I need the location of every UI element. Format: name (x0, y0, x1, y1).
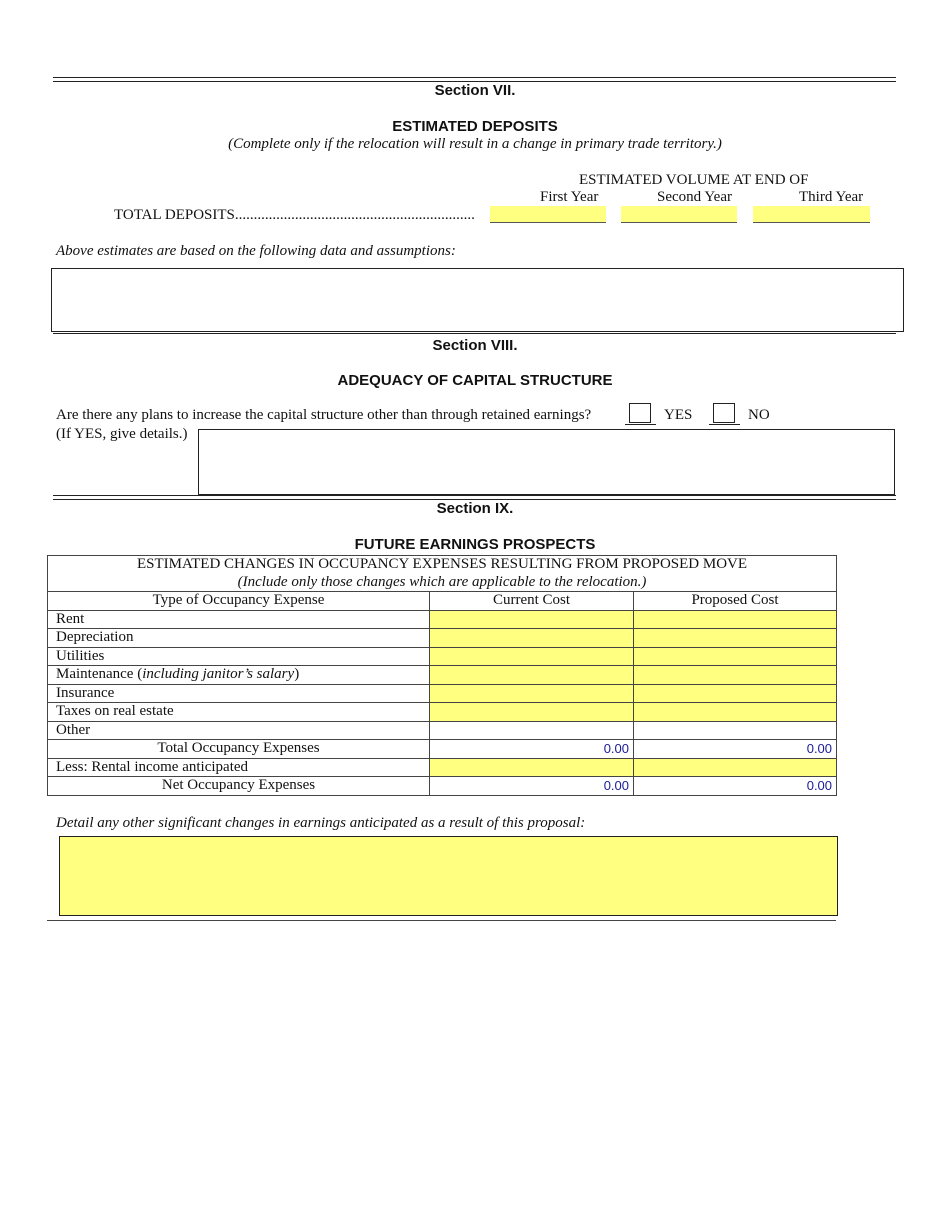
table-header-row (48, 592, 837, 611)
total-deposits-first-year-field[interactable] (490, 206, 606, 223)
net-row (48, 777, 837, 796)
row-label-other: Other (48, 721, 430, 740)
estimated-deposits-heading: ESTIMATED DEPOSITS (392, 118, 558, 135)
rental-income-label: Less: Rental income anticipated (48, 758, 430, 777)
column-header-type: Type of Occupancy Expense (48, 592, 430, 611)
yes-underline (625, 424, 656, 425)
assumptions-textarea[interactable] (51, 268, 904, 332)
table-row (48, 647, 837, 666)
total-row (48, 740, 837, 759)
table-title: ESTIMATED CHANGES IN OCCUPANCY EXPENSES RESULTING FROM PROPOSED MOVE (48, 556, 837, 574)
total-current-value: 0.00 (430, 740, 634, 759)
bottom-divider (47, 920, 836, 921)
yes-checkbox[interactable] (629, 403, 651, 423)
table-row (48, 721, 837, 740)
total-deposits-third-year-field[interactable] (753, 206, 870, 223)
future-earnings-heading: FUTURE EARNINGS PROSPECTS (354, 536, 596, 553)
taxes-current-field[interactable] (430, 703, 634, 722)
row-label-taxes: Taxes on real estate (48, 703, 430, 722)
third-year-header: Third Year (799, 189, 864, 205)
estimated-deposits-subtitle: (Complete only if the relocation will result in a change in primary trade territory.) (228, 136, 722, 152)
maintenance-proposed-field[interactable] (634, 666, 837, 685)
rental-income-current-field[interactable] (430, 758, 634, 777)
net-current-value: 0.00 (430, 777, 634, 796)
net-proposed-value: 0.00 (634, 777, 837, 796)
yes-label: YES (664, 407, 693, 423)
capital-question: Are there any plans to increase the capital structure other than through retained earnings? (56, 407, 592, 423)
total-deposits-second-year-field[interactable] (621, 206, 737, 223)
other-current-field[interactable] (430, 721, 634, 740)
table-row (48, 629, 837, 648)
utilities-proposed-field[interactable] (634, 647, 837, 666)
maintenance-label-pre: Maintenance ( (56, 666, 143, 683)
table-row (48, 684, 837, 703)
no-checkbox[interactable] (713, 403, 735, 423)
no-label: NO (748, 407, 770, 423)
occupancy-expenses-table (47, 555, 837, 796)
section-viii-title: Section VIII. (432, 337, 518, 354)
rent-current-field[interactable] (430, 610, 634, 629)
maintenance-label-post: ) (294, 666, 300, 683)
total-deposits-label: TOTAL DEPOSITS................................................................ (114, 207, 475, 223)
rental-income-proposed-field[interactable] (634, 758, 837, 777)
column-header-current: Current Cost (430, 592, 634, 611)
row-label-insurance: Insurance (48, 684, 430, 703)
section-vii-divider (53, 333, 896, 334)
volume-header: ESTIMATED VOLUME AT END OF (579, 172, 809, 188)
first-year-header: First Year (540, 189, 599, 205)
total-occupancy-label: Total Occupancy Expenses (48, 740, 430, 759)
table-row (48, 666, 837, 685)
depreciation-current-field[interactable] (430, 629, 634, 648)
taxes-proposed-field[interactable] (634, 703, 837, 722)
row-label-maintenance (48, 666, 430, 685)
details-textarea[interactable] (198, 429, 895, 495)
section-vii-title: Section VII. (434, 82, 516, 99)
section-ix-title: Section IX. (436, 500, 514, 517)
details-label: (If YES, give details.) (56, 426, 188, 442)
insurance-proposed-field[interactable] (634, 684, 837, 703)
no-underline (709, 424, 740, 425)
second-year-header: Second Year (657, 189, 732, 205)
other-proposed-field[interactable] (634, 721, 837, 740)
earnings-detail-textarea[interactable] (59, 836, 838, 916)
capital-structure-heading: ADEQUACY OF CAPITAL STRUCTURE (337, 372, 613, 389)
maintenance-current-field[interactable] (430, 666, 634, 685)
earnings-detail-label: Detail any other significant changes in earnings anticipated as a result of this proposal: (56, 815, 586, 831)
depreciation-proposed-field[interactable] (634, 629, 837, 648)
table-row (48, 610, 837, 629)
table-note: (Include only those changes which are applicable to the relocation.) (48, 574, 837, 592)
total-proposed-value: 0.00 (634, 740, 837, 759)
column-header-proposed: Proposed Cost (634, 592, 837, 611)
rent-proposed-field[interactable] (634, 610, 837, 629)
maintenance-label-italic: including janitor’s salary (142, 666, 295, 683)
table-row (48, 703, 837, 722)
row-label-depreciation: Depreciation (48, 629, 430, 648)
rental-income-row (48, 758, 837, 777)
row-label-rent: Rent (48, 610, 430, 629)
assumptions-label: Above estimates are based on the following data and assumptions: (56, 243, 456, 259)
net-occupancy-label: Net Occupancy Expenses (48, 777, 430, 796)
utilities-current-field[interactable] (430, 647, 634, 666)
insurance-current-field[interactable] (430, 684, 634, 703)
row-label-utilities: Utilities (48, 647, 430, 666)
